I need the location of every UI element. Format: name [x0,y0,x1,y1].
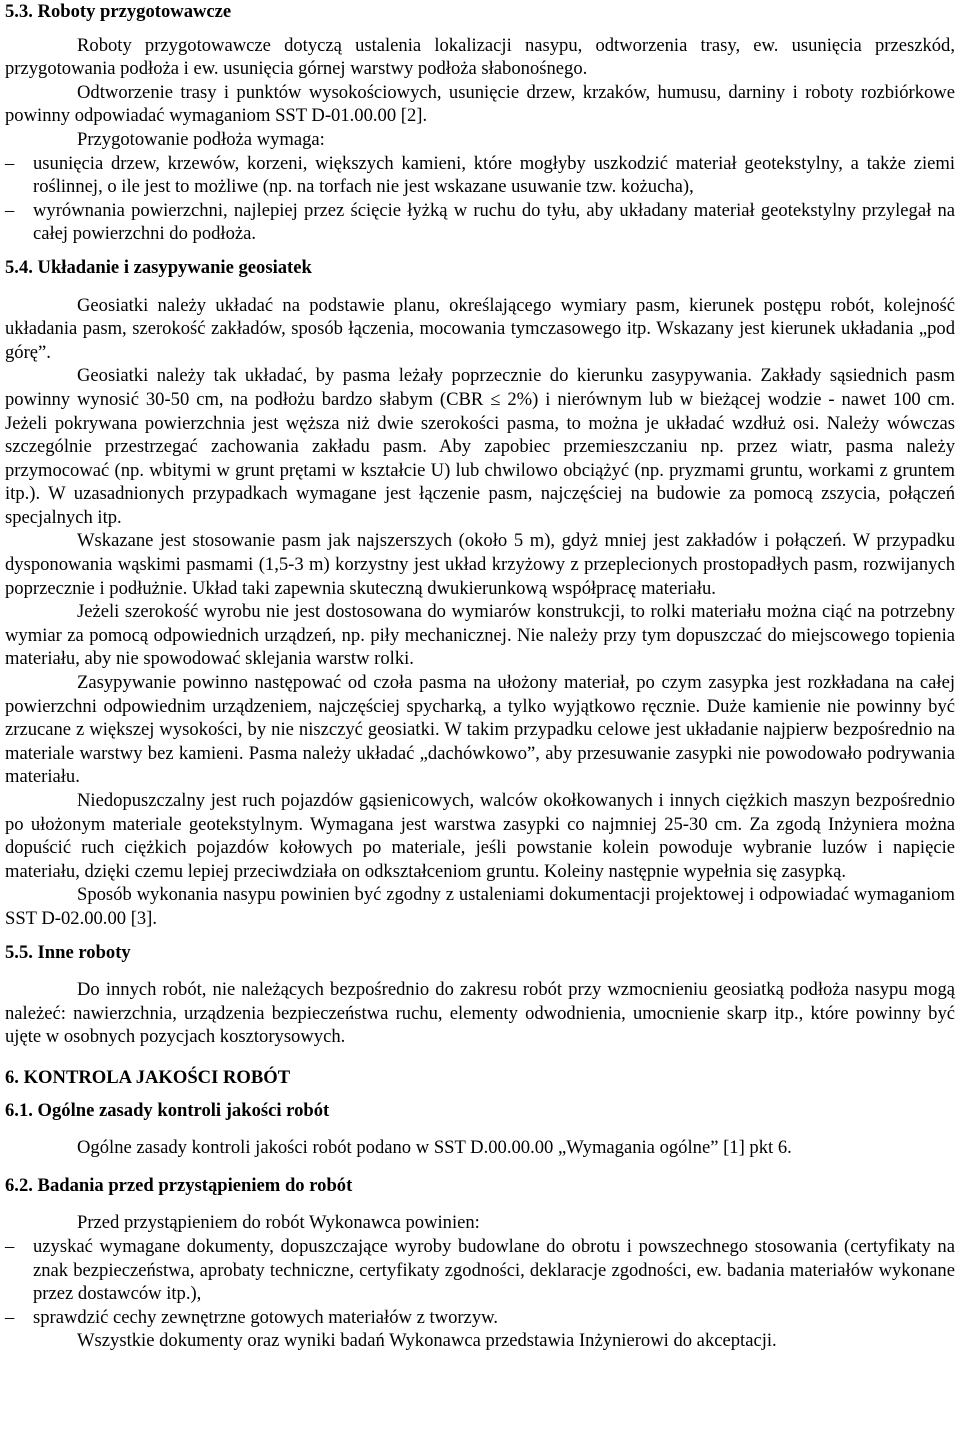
spacer [5,931,955,941]
dash-bullet: – [5,1306,15,1328]
paragraph: Przygotowanie podłoża wymaga: [77,128,325,150]
list-item-text: uzyskać wymagane dokumenty, dopuszczające wyroby budowlane do obrotu i powszechnego stosowania (certyfikaty na znak bezpieczeństwa, aprobaty techniczne, certyfikaty zgodności, deklaracje zgodności, ew. badania materiałów wykonane przez dostawców itp.), [33,1235,955,1305]
paragraph: Przed przystąpieniem do robót Wykonawca powinien: [77,1212,480,1234]
paragraph: Ogólne zasady kontroli jakości robót podano w SST D.00.00.00 „Wymagania ogólne” [1] pkt 6. [77,1137,792,1159]
list-item-text: usunięcia drzew, krzewów, korzeni, większych kamieni, które mogłyby uszkodzić materiał geotekstylny, a także ziemi roślinnej, o ile jest to możliwe (np. na torfach nie jest wskazane usuwanie tzw. kożucha), [33,152,955,198]
list-item-text: wyrównania powierzchni, najlepiej przez ścięcie łyżką w ruchu do tyłu, aby układany materiał geotekstylny przylegał na całej powierzchni do podłoża. [33,199,955,245]
spacer [5,964,955,978]
spacer [5,1049,955,1066]
spacer [5,280,955,294]
spacer [5,24,955,34]
paragraph: Zasypywanie powinno następować od czoła pasma na ułożony materiał, po czym zasypka jest rozkładana na całej powierzchni odpowiednim urządzeniem, najczęściej spycharką, a tylko wyjątkowo ręcznie. Duże kamienie nie powinny być zrzucane z większej wysokości, by nie niszczyć geosiatki. W takim przypadku celowe jest układanie najpierw bezpośrednio na materiale warstwy bez kamieni. Pasma należy układać „dachówkowo”, aby przesuwanie zasypki nie powodowało podrywania materiału. [5,672,955,788]
section-heading-6-2: 6.2. Badania przed przystąpieniem do robót [5,1174,353,1196]
list-item [5,152,955,199]
list-item [5,1235,955,1306]
section-heading-5-4: 5.4. Układanie i zasypywanie geosiatek [5,256,312,278]
paragraph: Geosiatki należy układać na podstawie planu, określającego wymiary pasm, kierunek postępu robót, kolejność układania pasm, szerokość zakładów, sposób łączenia, mocowania tymczasowego itp. Wskazany jest kierunek układania „pod górę”. [5,294,955,363]
dash-bullet: – [5,1235,15,1257]
list-item-text: sprawdzić cechy zewnętrzne gotowych materiałów z tworzyw. [33,1306,498,1328]
section-heading-6-1: 6.1. Ogólne zasady kontroli jakości robót [5,1099,330,1121]
list-item [5,199,955,246]
dash-bullet: – [5,152,15,174]
paragraph: Wskazane jest stosowanie pasm jak najszerszych (około 5 m), gdyż mniej jest zakładów i połączeń. W przypadku dysponowania wąskimi pasmami (1,5-3 m) korzystny jest układ krzyżowy z przeplecionych prostopadłych pasm, rozwijanych poprzecznie i podłużnie. Układ taki zapewnia skuteczną dwukierunkową współpracę materiału. [5,530,955,599]
paragraph: Roboty przygotowawcze dotyczą ustalenia lokalizacji nasypu, odtworzenia trasy, ew. usunięcia przeszkód, przygotowania podłoża i ew. usunięcia górnej warstwy podłoża słabonośnego. [5,34,955,80]
paragraph: Odtworzenie trasy i punktów wysokościowych, usunięcie drzew, krzaków, humusu, darniny i roboty rozbiórkowe powinny odpowiadać wymaganiom SST D-01.00.00 [2]. [5,81,955,127]
list-item [5,1306,955,1330]
section-heading-5-3: 5.3. Roboty przygotowawcze [5,1,232,22]
paragraph: Geosiatki należy tak układać, by pasma leżały poprzecznie do kierunku zasypywania. Zakłady sąsiednich pasm powinny wynosić 30-50 cm, na podłożu bardzo słabym (CBR ≤ 2%) i nierównym lub w bieżącej wodzie - nawet 100 cm. Jeżeli pokrywana powierzchnia jest węższa niż dwie szerokości pasma, to można je układać wzdłuż osi. Należy wówczas szczególnie przestrzegać zachowania zakładu pasm. Aby zapobiec przemieszczaniu np. przez wiatr, pasma należy przymocować (np. wbitymi w grunt prętami w kształcie U) lub chwilowo obciążyć (np. pryzmami gruntu, workami z gruntem itp.). W uzasadnionych przypadkach wymagane jest łączenie pasm, najczęściej na budowie za pomocą zszycia, połączeń specjalnych itp. [5,365,955,528]
spacer [5,1160,955,1174]
paragraph: Jeżeli szerokość wyrobu nie jest dostosowana do wymiarów konstrukcji, to rolki materiału można ciąć na potrzebny wymiar za pomocą odpowiednich urządzeń, np. piły mechanicznej. Nie należy przy tym dopuszczać do miejscowego topienia materiału, aby nie spowodować sklejania warstw rolki. [5,601,955,670]
paragraph: Sposób wykonania nasypu powinien być zgodny z ustaleniami dokumentacji projektowej i odpowiadać wymaganiom SST D-02.00.00 [3]. [5,884,955,929]
section-heading-6: 6. KONTROLA JAKOŚCI ROBÓT [5,1066,291,1088]
spacer [5,246,955,256]
dash-bullet: – [5,199,15,221]
paragraph: Do innych robót, nie należących bezpośrednio do zakresu robót przy wzmocnieniu geosiatką podłoża nasypu mogą należeć: nawierzchnia, urządzenia bezpieczeństwa ruchu, elementy odwodnienia, umocnienie skarp itp., które powinny być ujęte w osobnych pozycjach kosztorysowych. [5,979,955,1048]
section-heading-5-5: 5.5. Inne roboty [5,941,131,963]
document-page [5,0,955,1353]
paragraph: Niedopuszczalny jest ruch pojazdów gąsienicowych, walców okołkowanych i innych ciężkich maszyn bezpośrednio po ułożonym materiale geotekstylnym. Wymagana jest warstwa zasypki co najmniej 25-30 cm. Za zgodą Inżyniera można dopuścić ruch ciężkich pojazdów kołowych po materiale, jeśli powstanie kolein powoduje wybranie luzów i napięcie materiału, dzięki czemu lepiej przeciwdziała on odkształceniom gruntu. Koleiny następnie wypełnia się zasypką. [5,790,955,882]
spacer [5,1090,955,1099]
spacer [5,1122,955,1136]
spacer [5,1197,955,1211]
paragraph: Wszystkie dokumenty oraz wyniki badań Wykonawca przedstawia Inżynierowi do akceptacji. [77,1330,777,1352]
